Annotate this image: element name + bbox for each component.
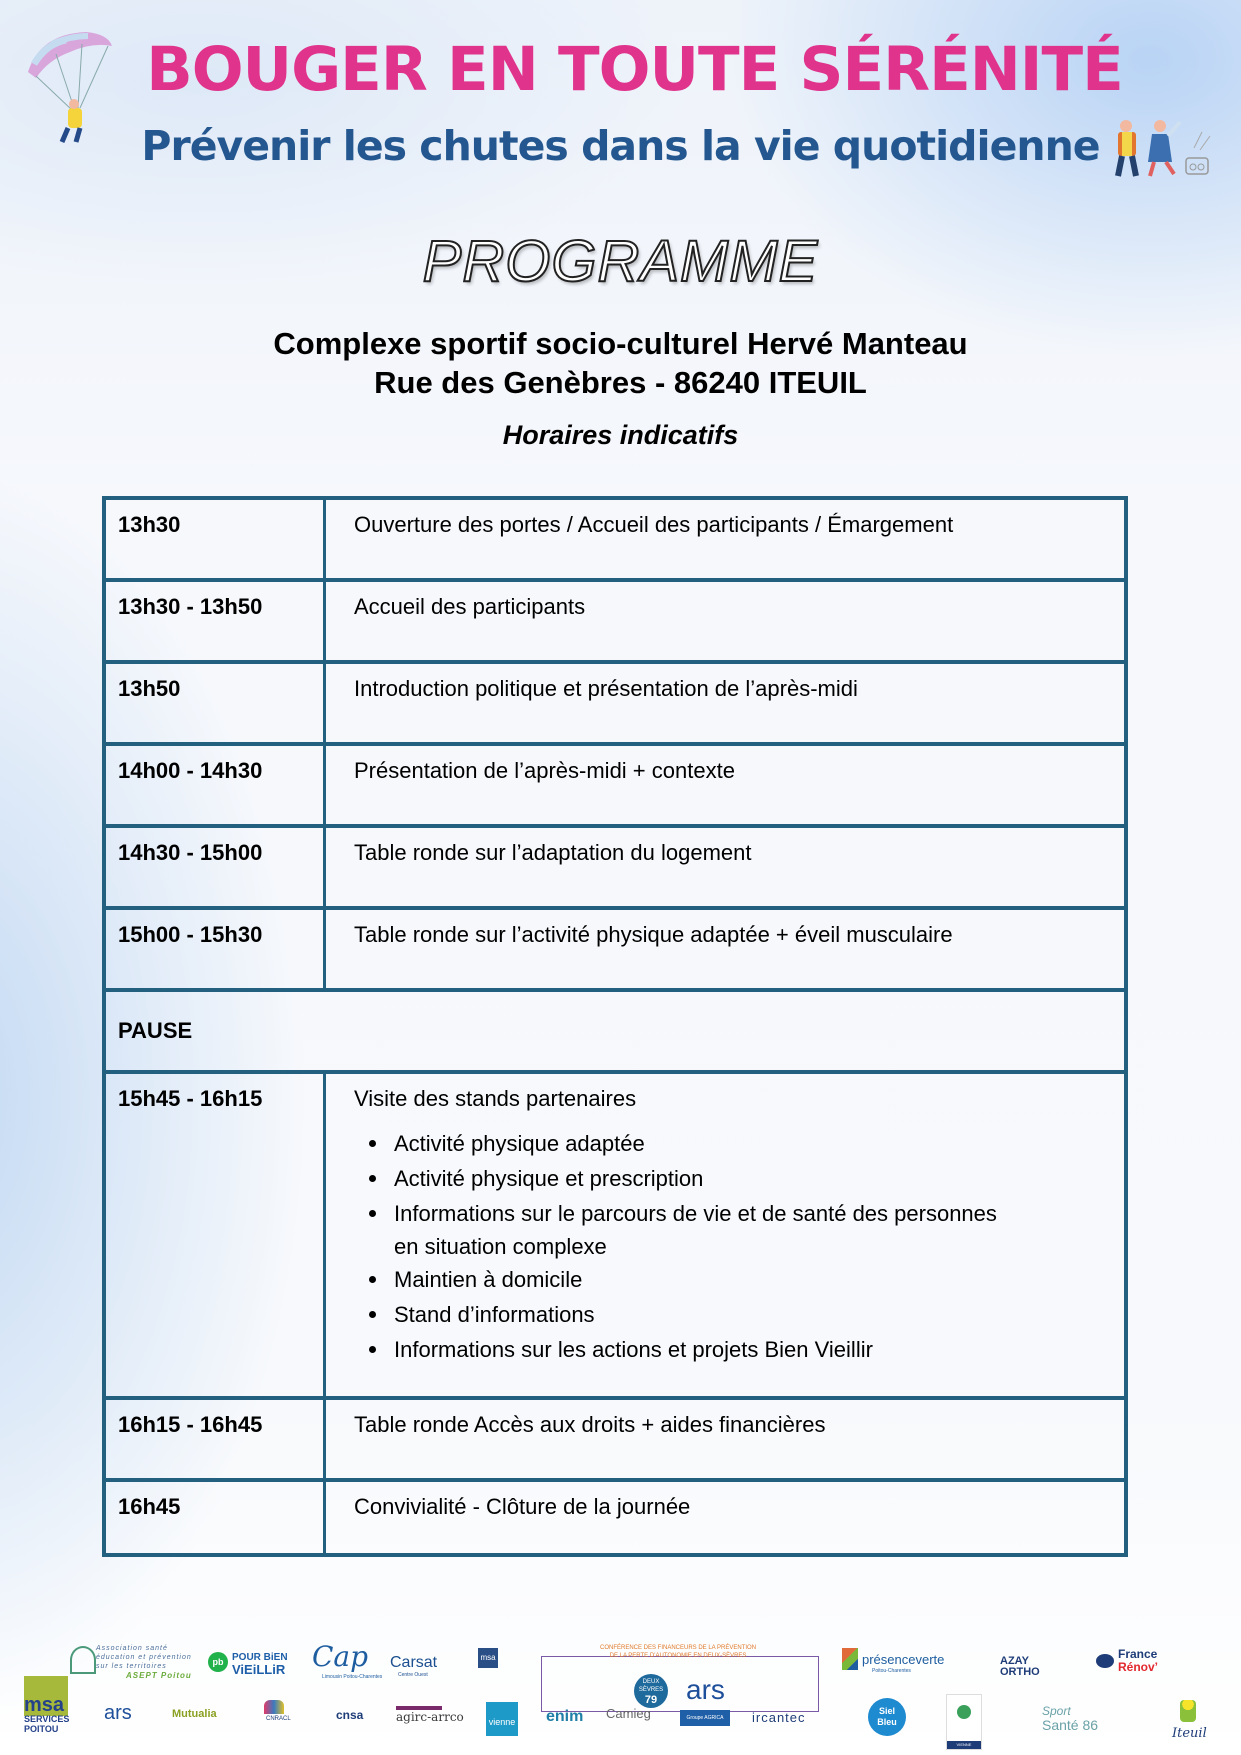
groupe-agrica-logo: Groupe AGRICA <box>680 1710 730 1726</box>
venue-name: Complexe sportif socio-culturel Hervé Manteau <box>273 326 968 361</box>
list-item: Informations sur les actions et projets Bien Vieillir <box>366 1332 1114 1367</box>
pour-bien-vieillir-icon: pb <box>208 1652 228 1672</box>
agirc-arrco-logo: agirc-arrco <box>396 1710 464 1724</box>
programme-heading: PROGRAMME <box>422 229 819 294</box>
table-row <box>106 660 1124 742</box>
siel-bleu-logo: Siel Bleu <box>868 1698 906 1736</box>
stand-list <box>354 1126 1114 1367</box>
list-item-text: Informations sur le parcours de vie et de santé des personnes <box>394 1201 997 1226</box>
iteuil-icon <box>1180 1700 1196 1722</box>
conference-financeurs-box <box>541 1656 819 1712</box>
sport-sante-logo: Sport Santé 86 <box>1042 1704 1099 1733</box>
ars-logo: ars <box>686 1674 725 1705</box>
france-renov-logo: France Rénov’ <box>1118 1647 1159 1674</box>
schedule-note: Horaires indicatifs <box>502 420 739 450</box>
asept-icon <box>70 1646 96 1674</box>
cnracl-logo: CNRACL <box>266 1716 291 1722</box>
table-row <box>106 906 1124 988</box>
time-cell: 13h50 <box>106 664 326 742</box>
deux-sevres-logo: DEUX SÈVRES 79 <box>634 1674 668 1708</box>
schedule-table <box>102 496 1128 1557</box>
time-cell: 16h45 <box>106 1482 326 1553</box>
france-renov-icon <box>1096 1654 1114 1668</box>
activity-cell: Table ronde sur l’activité physique adaptée + éveil musculaire <box>354 922 953 947</box>
table-row <box>106 578 1124 660</box>
list-item: Maintien à domicile <box>366 1262 1114 1297</box>
cnracl-icon <box>264 1700 284 1714</box>
conference-financeurs-title: CONFÉRENCE DES FINANCEURS DE LA PRÉVENTION DE LA PERTE D’AUTONOMIE EN DEUX-SÈVRES <box>600 1645 757 1659</box>
activity-cell: Ouverture des portes / Accueil des participants / Émargement <box>354 512 954 537</box>
conference-autonomie-logo: VIENNE <box>946 1694 982 1750</box>
time-cell: 13h30 - 13h50 <box>106 582 326 660</box>
time-cell: 14h00 - 14h30 <box>106 746 326 824</box>
camieg-logo: Camieg <box>606 1706 651 1721</box>
msa-services-logo: msa SERVICES POITOU <box>24 1694 70 1734</box>
dancing-seniors-illustration <box>1108 118 1218 180</box>
mutualia-logo: Mutualia <box>172 1708 217 1720</box>
table-row <box>106 824 1124 906</box>
iteuil-logo: Iteuil <box>1172 1726 1207 1741</box>
presence-verte-logo: présenceverte <box>862 1652 945 1667</box>
activity-title: Visite des stands partenaires <box>354 1086 637 1111</box>
activity-cell: Introduction politique et présentation de l’après-midi <box>354 676 858 701</box>
msa-small-logo: msa <box>478 1648 498 1668</box>
event-title: BOUGER EN TOUTE SÉRÉNITÉ <box>146 34 1123 105</box>
list-item: Activité physique adaptée <box>366 1126 1114 1161</box>
activity-cell: Présentation de l’après-midi + contexte <box>354 758 735 783</box>
venue-street: Rue des Genèbres - 86240 ITEUIL <box>374 365 867 400</box>
activity-cell: Convivialité - Clôture de la journée <box>354 1494 691 1519</box>
activity-cell: Table ronde sur l’adaptation du logement <box>354 840 752 865</box>
time-cell: 13h30 <box>106 500 326 578</box>
event-subtitle: Prévenir les chutes dans la vie quotidienne <box>141 122 1100 170</box>
activity-cell: Table ronde Accès aux droits + aides financières <box>354 1412 826 1437</box>
presence-verte-icon <box>842 1648 858 1670</box>
activity-cell <box>326 1074 1124 1396</box>
list-item: Activité physique et prescription <box>366 1161 1114 1196</box>
pause-label: PAUSE <box>118 1018 193 1043</box>
partner-logos: msa SERVICES POITOU Association santé éducation et prévention sur les territoires ASEPT Poitou pb POUR BiEN ViEiLLiR Cap Limousin Poitou-Charentes Carsat Centre Ouest msa CONFÉRENCE DES FINANCEURS DE LA PRÉVENTION DE LA PERTE D’AUTONOMIE EN DEUX-SÈVRES DEUX SÈVRES 79 ars présenceverte Poitou-Charentes AZAY ORTHO France Rénov’ ars Mutualia CNRACL cnsa agirc-arrco vienne enim Camieg Groupe AGRICA ircantec Siel Bleu VIENNE Sport Santé 86 Iteuil <box>0 1630 1241 1755</box>
list-item: Stand d’informations <box>366 1297 1114 1332</box>
azay-ortho-logo: AZAY ORTHO <box>1000 1655 1040 1678</box>
activity-cell: Accueil des participants <box>354 594 586 619</box>
ars-small-logo: ars <box>104 1702 132 1724</box>
time-cell: 15h45 - 16h15 <box>106 1074 326 1396</box>
pour-bien-vieillir-logo: POUR BiEN ViEiLLiR <box>232 1652 288 1677</box>
asept-logo: Association santé éducation et prévention sur les territoires ASEPT Poitou <box>96 1645 192 1680</box>
pause-row <box>106 988 1124 1070</box>
time-cell: 15h00 - 15h30 <box>106 910 326 988</box>
time-cell: 16h15 - 16h45 <box>106 1400 326 1478</box>
vienne-logo: vienne <box>486 1702 518 1736</box>
carsat-logo: Carsat <box>390 1654 438 1671</box>
list-item-continuation: en situation complexe <box>394 1234 607 1259</box>
table-row <box>106 1396 1124 1478</box>
table-row <box>106 742 1124 824</box>
time-cell: 14h30 - 15h00 <box>106 828 326 906</box>
venue-address <box>0 324 1241 402</box>
table-row <box>106 1478 1124 1553</box>
enim-logo: enim <box>546 1708 584 1725</box>
cnsa-logo: cnsa <box>336 1708 364 1722</box>
table-row <box>106 1070 1124 1396</box>
list-item <box>366 1196 1114 1262</box>
table-row <box>106 500 1124 578</box>
ircantec-logo: ircantec <box>752 1710 806 1725</box>
cap-logo: Cap <box>312 1640 369 1673</box>
